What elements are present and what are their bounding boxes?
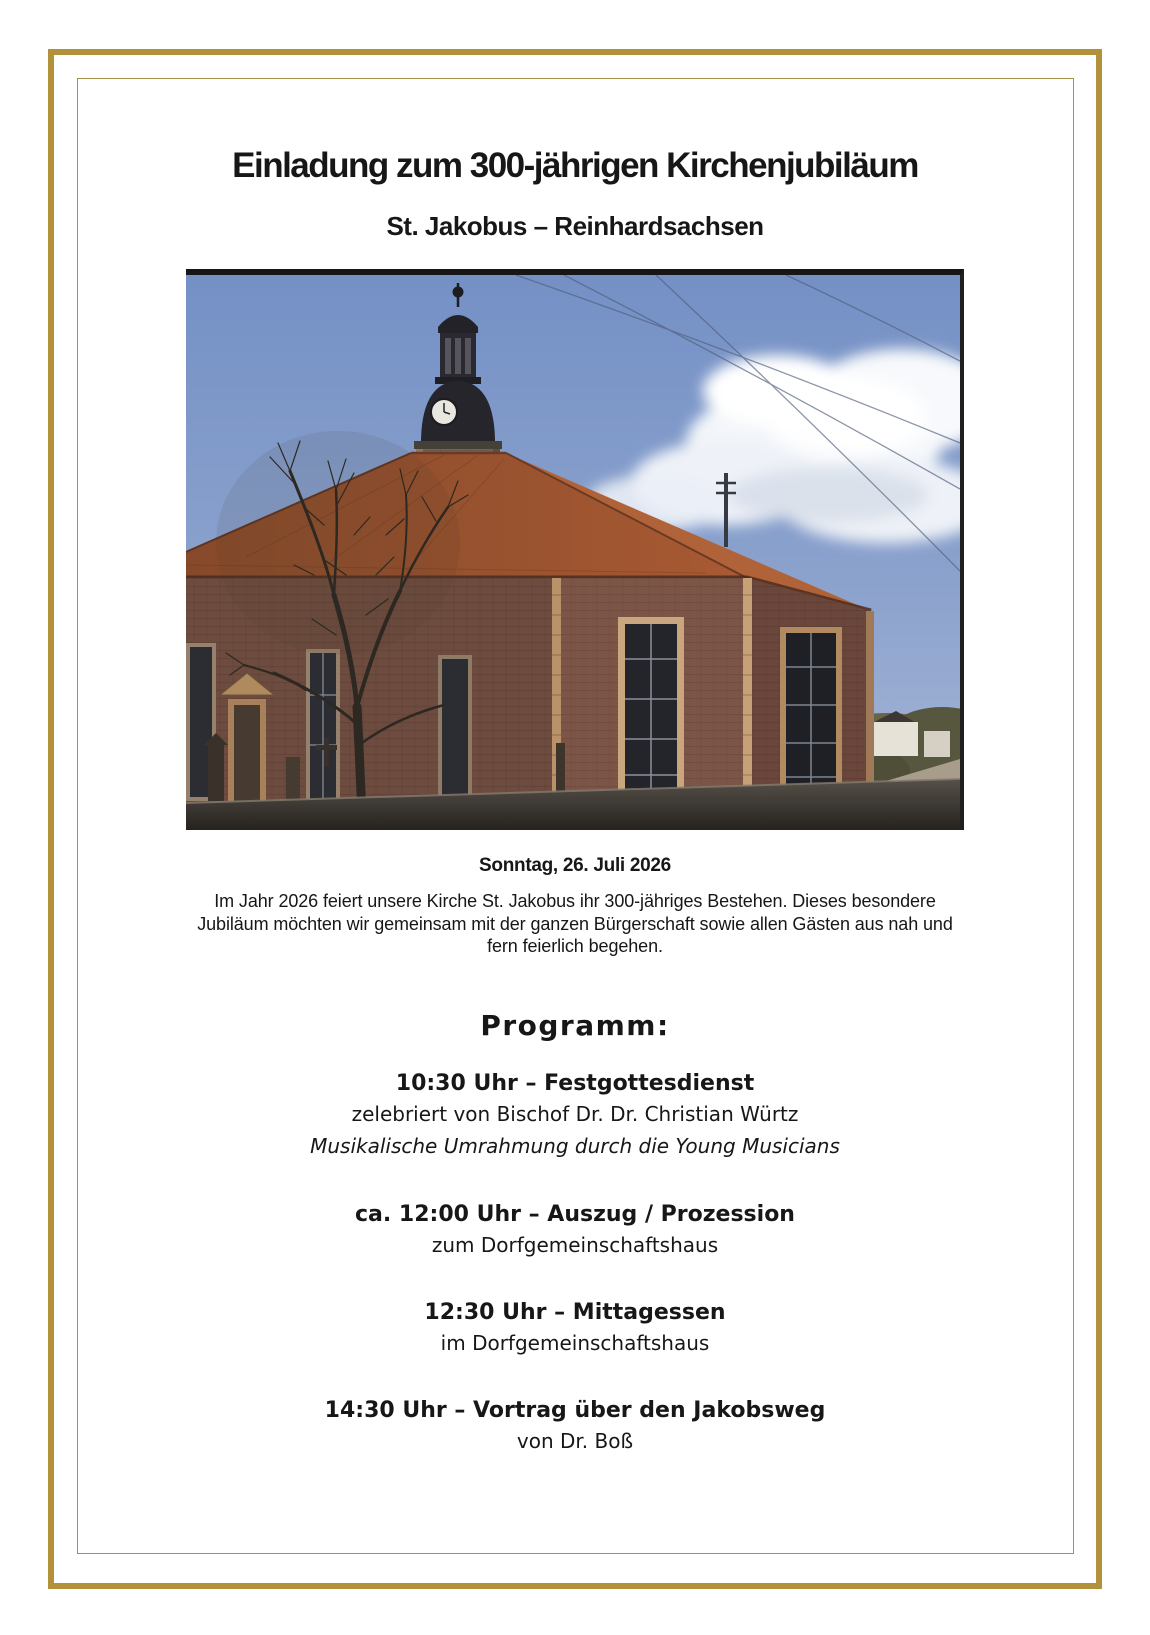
intro-line-2: Jubiläum möchten wir gemeinsam mit der ganzen Bürgerschaft sowie allen Gästen aus nah und xyxy=(197,913,953,934)
intro-line-3: fern feierlich begehen. xyxy=(487,936,663,956)
program-item-2-title: ca. 12:00 Uhr – Auszug / Prozession xyxy=(355,1201,795,1227)
program-item-3-title: 12:30 Uhr – Mittagessen xyxy=(424,1299,726,1325)
program-item-4 xyxy=(0,1395,1150,1457)
intro-line-1: Im Jahr 2026 feiert unsere Kirche St. Jakobus ihr 300-jähriges Bestehen. Dieses besondere xyxy=(214,891,936,911)
program-item-1 xyxy=(0,1068,1150,1163)
program-item-1-note: Musikalische Umrahmung durch die Young Musicians xyxy=(310,1133,840,1158)
intro-paragraph xyxy=(115,890,1035,958)
church-photo-illustration xyxy=(186,275,960,830)
portal xyxy=(220,673,274,801)
program-item-3 xyxy=(0,1297,1150,1359)
page-title: Einladung zum 300-jährigen Kirchenjubiläum xyxy=(232,146,918,185)
page-subtitle: St. Jakobus – Reinhardsachsen xyxy=(386,211,764,241)
program-item-1-detail: zelebriert von Bischof Dr. Dr. Christian Würtz xyxy=(351,1101,799,1126)
program-heading: Programm: xyxy=(480,1008,670,1042)
program-item-4-title: 14:30 Uhr – Vortrag über den Jakobsweg xyxy=(324,1397,826,1423)
photo-caption: Sonntag, 26. Juli 2026 xyxy=(479,855,671,876)
program-item-2-detail: zum Dorfgemeinschaftshaus xyxy=(431,1232,719,1257)
program-item-4-detail: von Dr. Boß xyxy=(516,1428,634,1453)
program-item-1-title: 10:30 Uhr – Festgottesdienst xyxy=(395,1070,755,1096)
church-photo xyxy=(186,269,964,830)
program-item-2 xyxy=(0,1199,1150,1261)
program-item-3-detail: im Dorfgemeinschaftshaus xyxy=(440,1330,710,1355)
